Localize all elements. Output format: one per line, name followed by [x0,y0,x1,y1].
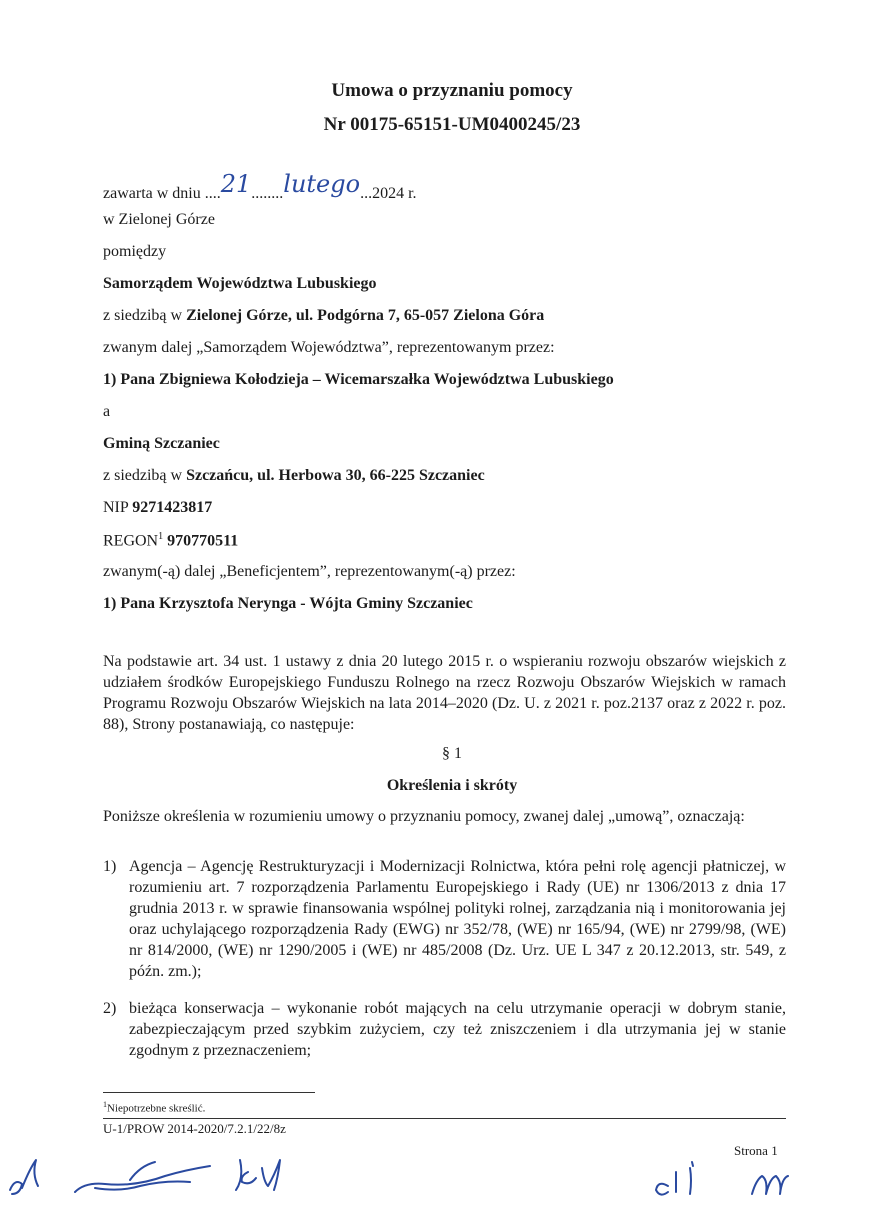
nip-line: NIP 9271423817 [103,499,213,516]
party1-seat: z siedzibą w Zielonej Górze, ul. Podgórna 7, 65-057 Zielona Góra [103,307,545,324]
party1-name: Samorządem Województwa Lubuskiego [103,275,377,292]
party2-called: zwanym(-ą) dalej „Beneficjentem”, reprezentowanym(-ą) przez: [103,563,516,580]
section-title: Określenia i skróty [386,777,518,794]
party2-name: Gminą Szczaniec [103,435,220,452]
agreement-number: Nr 00175-65151-UM0400245/23 [323,114,581,135]
regon-line: REGON$^1$ 970770511 [103,531,239,550]
section-lead: Poniższe określenia w rozumieniu umowy o przyznaniu pomocy, zwanej dalej „umową”, oznaczają: [103,808,745,825]
section-mark: § 1 [442,745,462,762]
date-line: zawarta w dniu ....21........lutego...2024 r. [103,170,417,202]
handwritten-month: lutego [283,170,361,198]
footnote-separator [103,1092,315,1093]
party2-representative: 1) Pana Krzysztofa Nerynga - Wójta Gminy Szczaniec [103,595,473,612]
footer-separator [103,1118,786,1119]
and-line: a [103,403,111,420]
place-line: w Zielonej Górze [103,211,215,228]
initials-mark [10,1160,38,1194]
between-line: pomiędzy [103,243,167,260]
signature-marks [0,1150,887,1209]
document-title: Umowa o przyznaniu pomocy [331,80,573,101]
initials-mark [752,1176,788,1194]
signature-mark [75,1162,210,1192]
legal-basis-paragraph: Na podstawie art. 34 ust. 1 ustawy z dnia 20 lutego 2015 r. o wspieraniu rozwoju obszarów wiejskich z udziałem środków Europejskiego Funduszu Rolnego na rzecz Rozwoju Obszarów Wiejskich w ramach Programu Rozwoju Obszarów Wiejskich na lata 2014–2020 (Dz. U. z 2021 r. poz.2137 oraz z 2022 r. poz. 88), Strony postanawiają, co następuje: [103,653,786,733]
handwritten-day: 21 [220,170,252,198]
list-item: 1) Agencja – Agencję Restrukturyzacji i Modernizacji Rolnictwa, która pełni rolę agencji płatniczej, w rozumieniu art. 7 rozporządzenia Parlamentu Europejskiego i Rady (UE) nr 1306/2013 z dnia 17 grudnia 2013 r. w sprawie finansowania wspólnej polityki rolnej, zarządzania nią i monitorowania jej oraz uchylającego rozporządzenia Rady (EWG) nr 352/78, (WE) nr 165/94, (WE) nr 2799/98, (WE) nr 814/2000, (WE) nr 1290/2005 i (WE) nr 485/2008 (Dz. Urz. UE L 347 z 20.12.2013, str. 549, z późn. zm.); [103,858,786,980]
signature-mark [236,1160,280,1190]
initials-mark [656,1162,693,1195]
footnote: $^1$Niepotrzebne skreślić. [103,1100,206,1115]
form-code: U-1/PROW 2014-2020/7.2.1/22/8z [103,1121,286,1136]
party1-representative: 1) Pana Zbigniewa Kołodzieja – Wicemarszałka Województwa Lubuskiego [103,371,614,388]
list-item: 2) bieżąca konserwacja – wykonanie robót mających na celu utrzymanie operacji w dobrym stanie, zabezpieczającym przed szybkim zużyciem, czy też zniszczeniem i dla utrzymania jej w stanie zgodnym z przeznaczeniem; [103,1000,786,1059]
party1-called: zwanym dalej „Samorządem Województwa”, reprezentowanym przez: [103,339,555,356]
signatures [0,1150,887,1209]
page-number: Strona 1 [734,1143,778,1158]
party2-seat: z siedzibą w Szczańcu, ul. Herbowa 30, 66-225 Szczaniec [103,467,485,484]
